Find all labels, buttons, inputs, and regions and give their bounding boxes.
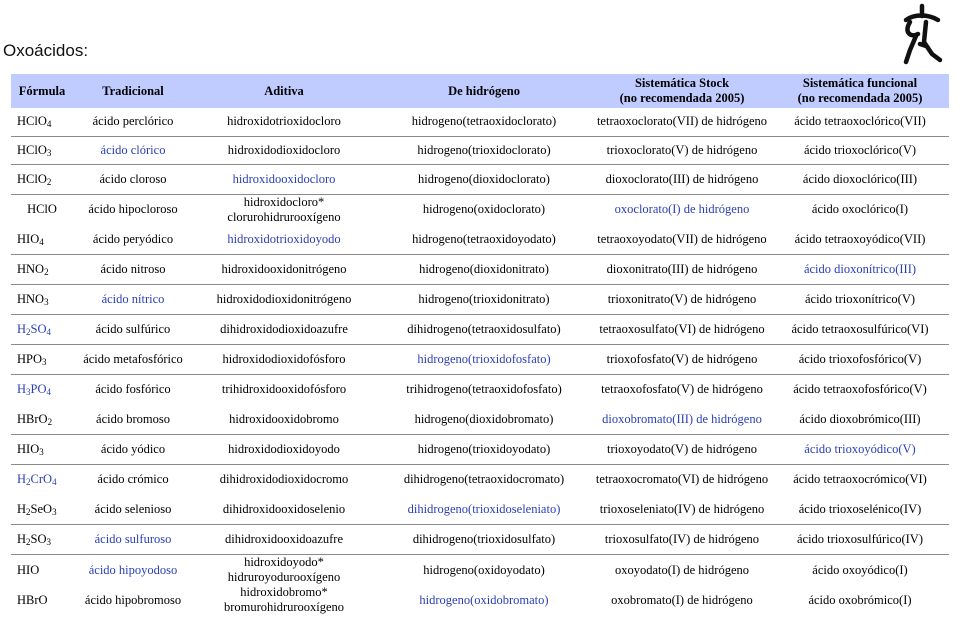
table-row — [11, 375, 949, 405]
formula-subscript: 3 — [26, 387, 31, 398]
cell-formula — [11, 194, 73, 225]
formula-tail: SeO — [30, 501, 53, 516]
cell-formula — [11, 164, 73, 194]
table-row — [11, 108, 949, 136]
formula-subscript: 3 — [42, 357, 47, 367]
cell-aditiva: hidroxidooxidocloro — [193, 164, 375, 194]
formula-subscript: 3 — [44, 297, 49, 307]
formula-base: HPO — [17, 352, 43, 366]
cell-aditiva: hidroxidoyodo* hidruroyodurooxígeno — [193, 555, 375, 586]
formula-subscript: 2 — [26, 477, 31, 488]
cell-stock: tetraoxoyodato(VII) de hidrógeno — [597, 231, 767, 246]
header-tradicional: Tradicional — [73, 74, 193, 108]
cell-funcional: ácido tetraoxoclórico(VII) — [794, 114, 926, 129]
oxoacids-table — [11, 74, 949, 615]
cell-funcional: ácido tetraoxosulfúrico(VI) — [771, 315, 949, 345]
table-row — [11, 435, 949, 465]
cell-funcional: ácido trioxonítrico(V) — [771, 285, 949, 315]
cell-tradicional: ácido metafosfórico — [73, 345, 193, 375]
cell-aditiva: hidroxidooxidonitrógeno — [193, 255, 375, 285]
header-stock — [593, 74, 771, 108]
cell-tradicional: ácido sulfúrico — [73, 315, 193, 345]
cell-formula — [11, 465, 73, 495]
cell-hidrogeno: dihidrogeno(tetraoxidocromato) — [375, 465, 593, 495]
formula-base: HClO — [17, 171, 47, 186]
table-header-row — [11, 74, 949, 108]
cell-hidrogeno: hidrogeno(tetraoxidoyodato) — [412, 231, 556, 246]
formula-subscript: 4 — [39, 236, 44, 247]
table-row — [11, 525, 949, 555]
cell-formula — [11, 345, 73, 375]
cell-aditiva: hidroxidodioxidoyodo — [193, 435, 375, 465]
formula-base: HNO — [17, 262, 45, 276]
header-funcional-line2: (no recomendada 2005) — [797, 91, 923, 105]
cell-stock: trioxoyodato(V) de hidrógeno — [593, 435, 771, 465]
cell-stock: oxoclorato(I) de hidrógeno — [593, 194, 771, 225]
cell-funcional: ácido dioxobrómico(III) — [799, 411, 921, 426]
header-funcional — [771, 74, 949, 108]
cell-aditiva: hidroxidotrioxidoyodo — [227, 231, 341, 246]
table-row — [11, 194, 949, 225]
formula-tail: PO — [30, 382, 47, 397]
cell-funcional: ácido trioxoclórico(V) — [771, 136, 949, 164]
cell-hidrogeno: hidrogeno(oxidobromato) — [419, 592, 549, 607]
cell-aditiva: dihidroxidooxidoazufre — [193, 525, 375, 555]
table-row — [11, 285, 949, 315]
formula-subscript: 2 — [46, 176, 52, 187]
cell-aditiva: dihidroxidodioxidoazufre — [193, 315, 375, 345]
cell-funcional: ácido tetraoxofosfórico(V) — [771, 375, 949, 405]
cell-tradicional: ácido fosfórico — [73, 375, 193, 405]
cell-hidrogeno: hidrogeno(oxidoclorato) — [375, 194, 593, 225]
formula-base: HBrO — [17, 592, 48, 607]
header-funcional-line1: Sistemática funcional — [802, 76, 918, 90]
formula-tail: SO — [30, 322, 47, 336]
header-stock-line1: Sistemática Stock — [634, 76, 730, 90]
formula-base: HNO — [17, 292, 45, 306]
cell-stock: trioxosulfato(IV) de hidrógeno — [593, 525, 771, 555]
formula-subscript: 2 — [26, 506, 31, 517]
formula-base: HClO — [17, 114, 47, 129]
cell-tradicional: ácido hipobromoso — [84, 592, 182, 607]
table-row — [11, 225, 949, 255]
cell-stock: dioxoclorato(III) de hidrógeno — [593, 164, 771, 194]
cell-hidrogeno: hidrogeno(oxidoyodato) — [375, 555, 593, 586]
cell-stock: dioxobromato(III) de hidrógeno — [602, 411, 762, 426]
formula-base: HIO — [17, 442, 40, 456]
formula-base: H — [17, 322, 27, 336]
cell-hidrogeno: hidrogeno(dioxidonitrato) — [375, 255, 593, 285]
header-hidrogeno: De hidrógeno — [375, 74, 593, 108]
table-row — [11, 465, 949, 495]
cell-formula — [11, 555, 73, 586]
cell-formula — [11, 285, 73, 315]
cell-funcional: ácido tetraoxocrómico(VI) — [771, 465, 949, 495]
cell-hidrogeno: hidrogeno(trioxidonitrato) — [375, 285, 593, 315]
cell-tradicional: ácido sulfuroso — [73, 525, 193, 555]
formula-base: H — [17, 472, 27, 487]
cell-aditiva: hidroxidocloro* clorurohidrurooxígeno — [193, 194, 375, 225]
cell-formula — [11, 136, 73, 164]
formula-subscript: 3 — [39, 447, 44, 457]
cell-funcional: ácido trioxofosfórico(V) — [771, 345, 949, 375]
cell-aditiva: trihidroxidooxidofósforo — [193, 375, 375, 405]
formula-base: H — [17, 532, 27, 546]
formula-subscript: 3 — [46, 537, 52, 547]
formula-subscript: 2 — [47, 416, 53, 427]
formula-subscript: 3 — [52, 506, 57, 517]
formula-base: HIO — [17, 231, 40, 246]
cell-stock: tetraoxofosfato(V) de hidrógeno — [593, 375, 771, 405]
header-formula: Fórmula — [11, 74, 73, 108]
page-heading: Oxoácidos: — [3, 41, 89, 60]
cell-hidrogeno: hidrogeno(dioxidoclorato) — [375, 164, 593, 194]
table-row — [11, 255, 949, 285]
cell-aditiva: hidroxidodioxidofósforo — [193, 345, 375, 375]
formula-subscript: 4 — [46, 119, 52, 130]
table-row — [11, 136, 949, 164]
table-row — [11, 164, 949, 194]
cell-aditiva: hidroxidodioxidocloro — [193, 136, 375, 164]
cell-formula — [11, 315, 73, 345]
cell-hidrogeno: hidrogeno(trioxidofosfato) — [375, 345, 593, 375]
formula-base: HBrO — [17, 411, 48, 426]
cell-funcional: ácido tetraoxoyódico(VII) — [794, 231, 926, 246]
cell-formula — [11, 435, 73, 465]
cell-funcional: ácido trioxosulfúrico(IV) — [771, 525, 949, 555]
formula-subscript: 2 — [26, 537, 31, 547]
cell-stock: trioxonitrato(V) de hidrógeno — [593, 285, 771, 315]
cell-formula — [11, 525, 73, 555]
cell-tradicional: ácido crómico — [73, 465, 193, 495]
cell-stock: tetraoxocromato(VI) de hidrógeno — [593, 465, 771, 495]
cell-stock: tetraoxosulfato(VI) de hidrógeno — [593, 315, 771, 345]
stylized-glyph-logo-icon — [896, 2, 944, 66]
formula-base: HClO — [27, 202, 57, 216]
cell-funcional: ácido oxoyódico(I) — [771, 555, 949, 586]
cell-hidrogeno: dihidrogeno(tetraoxidosulfato) — [375, 315, 593, 345]
cell-stock: oxoyodato(I) de hidrógeno — [593, 555, 771, 586]
cell-formula — [11, 405, 73, 435]
cell-hidrogeno: dihidrogeno(trioxidoseleniato) — [407, 501, 561, 516]
cell-stock: trioxoclorato(V) de hidrógeno — [593, 136, 771, 164]
cell-tradicional: ácido bromoso — [96, 411, 170, 426]
formula-subscript: 4 — [46, 387, 52, 398]
cell-stock: dioxonitrato(III) de hidrógeno — [593, 255, 771, 285]
cell-hidrogeno: hidrogeno(trioxidoclorato) — [375, 136, 593, 164]
cell-tradicional: ácido nitroso — [73, 255, 193, 285]
cell-funcional: ácido trioxoselénico(IV) — [798, 501, 922, 516]
formula-base: H — [17, 501, 27, 516]
formula-base: HIO — [17, 562, 40, 577]
cell-formula — [11, 585, 73, 615]
table-row — [11, 555, 949, 586]
cell-stock: oxobromato(I) de hidrógeno — [611, 592, 753, 607]
cell-aditiva: hidroxidodioxidonitrógeno — [193, 285, 375, 315]
cell-aditiva: hidroxidooxidobromo — [229, 411, 339, 426]
cell-formula — [11, 495, 73, 525]
cell-tradicional: ácido yódico — [73, 435, 193, 465]
cell-stock: trioxoseleniato(IV) de hidrógeno — [599, 501, 765, 516]
cell-stock: trioxofosfato(V) de hidrógeno — [593, 345, 771, 375]
table-row — [11, 405, 949, 435]
formula-subscript: 2 — [26, 327, 31, 337]
cell-tradicional: ácido nítrico — [73, 285, 193, 315]
header-stock-line2: (no recomendada 2005) — [619, 91, 745, 105]
cell-stock: tetraoxoclorato(VII) de hidrógeno — [596, 114, 768, 129]
formula-base: H — [17, 382, 27, 397]
cell-aditiva: hidroxidobromo* bromurohidrurooxígeno — [223, 585, 345, 614]
cell-tradicional: ácido perclórico — [92, 114, 174, 129]
formula-subscript: 2 — [44, 267, 49, 277]
cell-hidrogeno: dihidrogeno(trioxidosulfato) — [375, 525, 593, 555]
cell-formula — [11, 375, 73, 405]
cell-tradicional: ácido hipocloroso — [73, 194, 193, 225]
cell-tradicional: ácido clórico — [73, 136, 193, 164]
formula-subscript: 4 — [52, 477, 57, 488]
cell-formula — [11, 108, 73, 136]
cell-tradicional: ácido selenioso — [94, 501, 172, 516]
cell-tradicional: ácido hipoyodoso — [73, 555, 193, 586]
cell-aditiva: dihidroxidooxidoselenio — [222, 501, 346, 516]
header-aditiva: Aditiva — [193, 74, 375, 108]
cell-tradicional: ácido cloroso — [73, 164, 193, 194]
cell-aditiva: hidroxidotrioxidocloro — [227, 114, 341, 129]
cell-funcional: ácido dioxonítrico(III) — [771, 255, 949, 285]
formula-tail: CrO — [30, 472, 53, 487]
formula-base: HClO — [17, 142, 47, 157]
cell-funcional: ácido trioxoyódico(V) — [771, 435, 949, 465]
cell-hidrogeno: hidrogeno(tetraoxidoclorato) — [411, 114, 557, 129]
formula-tail: SO — [30, 532, 47, 546]
cell-hidrogeno: hidrogeno(trioxidoyodato) — [375, 435, 593, 465]
cell-tradicional: ácido peryódico — [92, 231, 174, 246]
cell-funcional: ácido oxoclórico(I) — [771, 194, 949, 225]
cell-aditiva: dihidroxidodioxidocromo — [193, 465, 375, 495]
formula-subscript: 4 — [46, 327, 52, 337]
formula-subscript: 3 — [46, 147, 52, 158]
cell-formula — [11, 225, 73, 255]
table-row — [11, 315, 949, 345]
cell-hidrogeno: hidrogeno(dioxidobromato) — [414, 411, 554, 426]
table-row — [11, 585, 949, 615]
cell-funcional: ácido oxobrómico(I) — [808, 592, 912, 607]
table-row — [11, 495, 949, 525]
cell-funcional: ácido dioxoclórico(III) — [771, 164, 949, 194]
table-row — [11, 345, 949, 375]
cell-formula — [11, 255, 73, 285]
cell-hidrogeno: trihidrogeno(tetraoxidofosfato) — [375, 375, 593, 405]
